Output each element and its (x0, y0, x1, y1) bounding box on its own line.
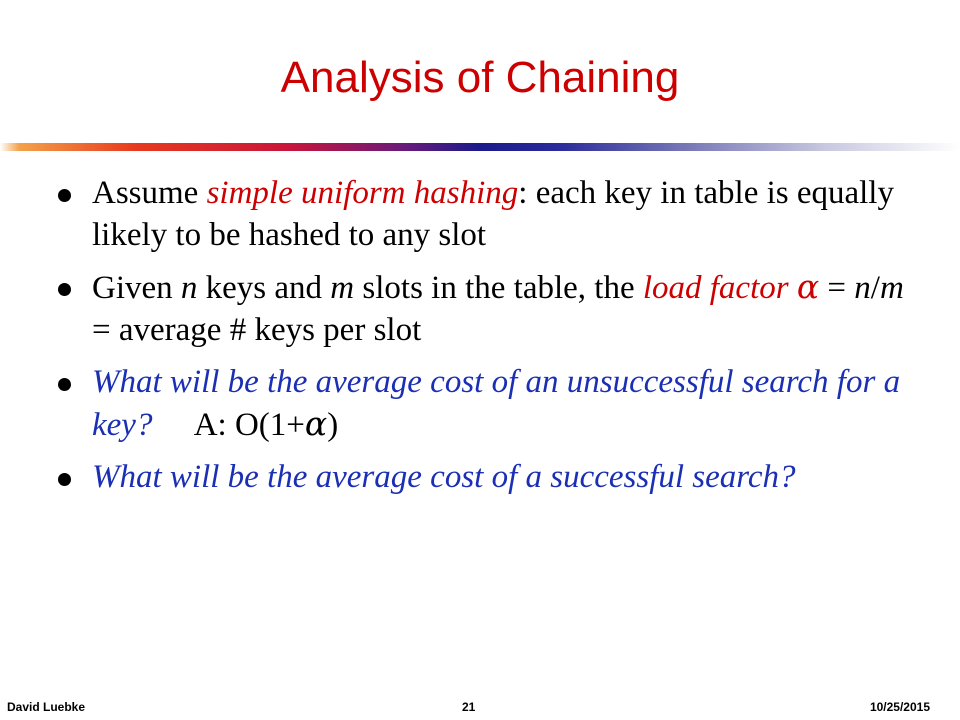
bullet-item (58, 456, 918, 498)
text-segment: = (819, 270, 855, 306)
text-segment: / (870, 270, 880, 306)
footer-page-number: 21 (462, 700, 476, 714)
answer-text: A: O(1+ (193, 407, 305, 443)
variable-n: n (854, 270, 871, 306)
text-segment: : each key in table is equally likely to be hashed to any slot (92, 175, 894, 253)
text-segment: Assume (92, 175, 207, 211)
footer-date: 10/25/2015 (869, 700, 930, 714)
alpha-symbol: α (796, 267, 820, 306)
term-simple-uniform-hashing: simple uniform hashing (206, 175, 519, 211)
bullet-item (58, 266, 918, 351)
bullet-dot-icon (58, 189, 71, 202)
question-successful-search: What will be the average cost of a successful search? (92, 459, 796, 495)
term-load-factor (642, 267, 820, 306)
question-unsuccessful-search: What will be the average cost of an unsuccessful search for a key? (92, 364, 901, 443)
bullet-item (58, 361, 918, 446)
title-divider (0, 143, 960, 151)
bullet-dot-icon (58, 473, 71, 486)
bullet-dot-icon (58, 283, 71, 296)
bullet-dot-icon (58, 378, 71, 391)
text-segment: keys and (197, 270, 331, 306)
alpha-symbol: α (304, 404, 328, 443)
bullet-list (58, 172, 918, 508)
text-segment: slots in the table, the (354, 270, 643, 306)
text-segment: Given (92, 270, 181, 306)
slide-title: Analysis of Chaining (280, 53, 680, 102)
variable-n: n (180, 270, 198, 306)
term-load-factor-label: load factor (642, 270, 797, 306)
footer-author: David Luebke (7, 700, 86, 714)
answer-text: ) (327, 407, 339, 443)
variable-m: m (330, 270, 355, 306)
text-segment: = average # keys per slot (92, 312, 422, 348)
answer-gap (152, 407, 193, 443)
variable-m: m (879, 270, 904, 306)
bullet-item (58, 172, 918, 256)
